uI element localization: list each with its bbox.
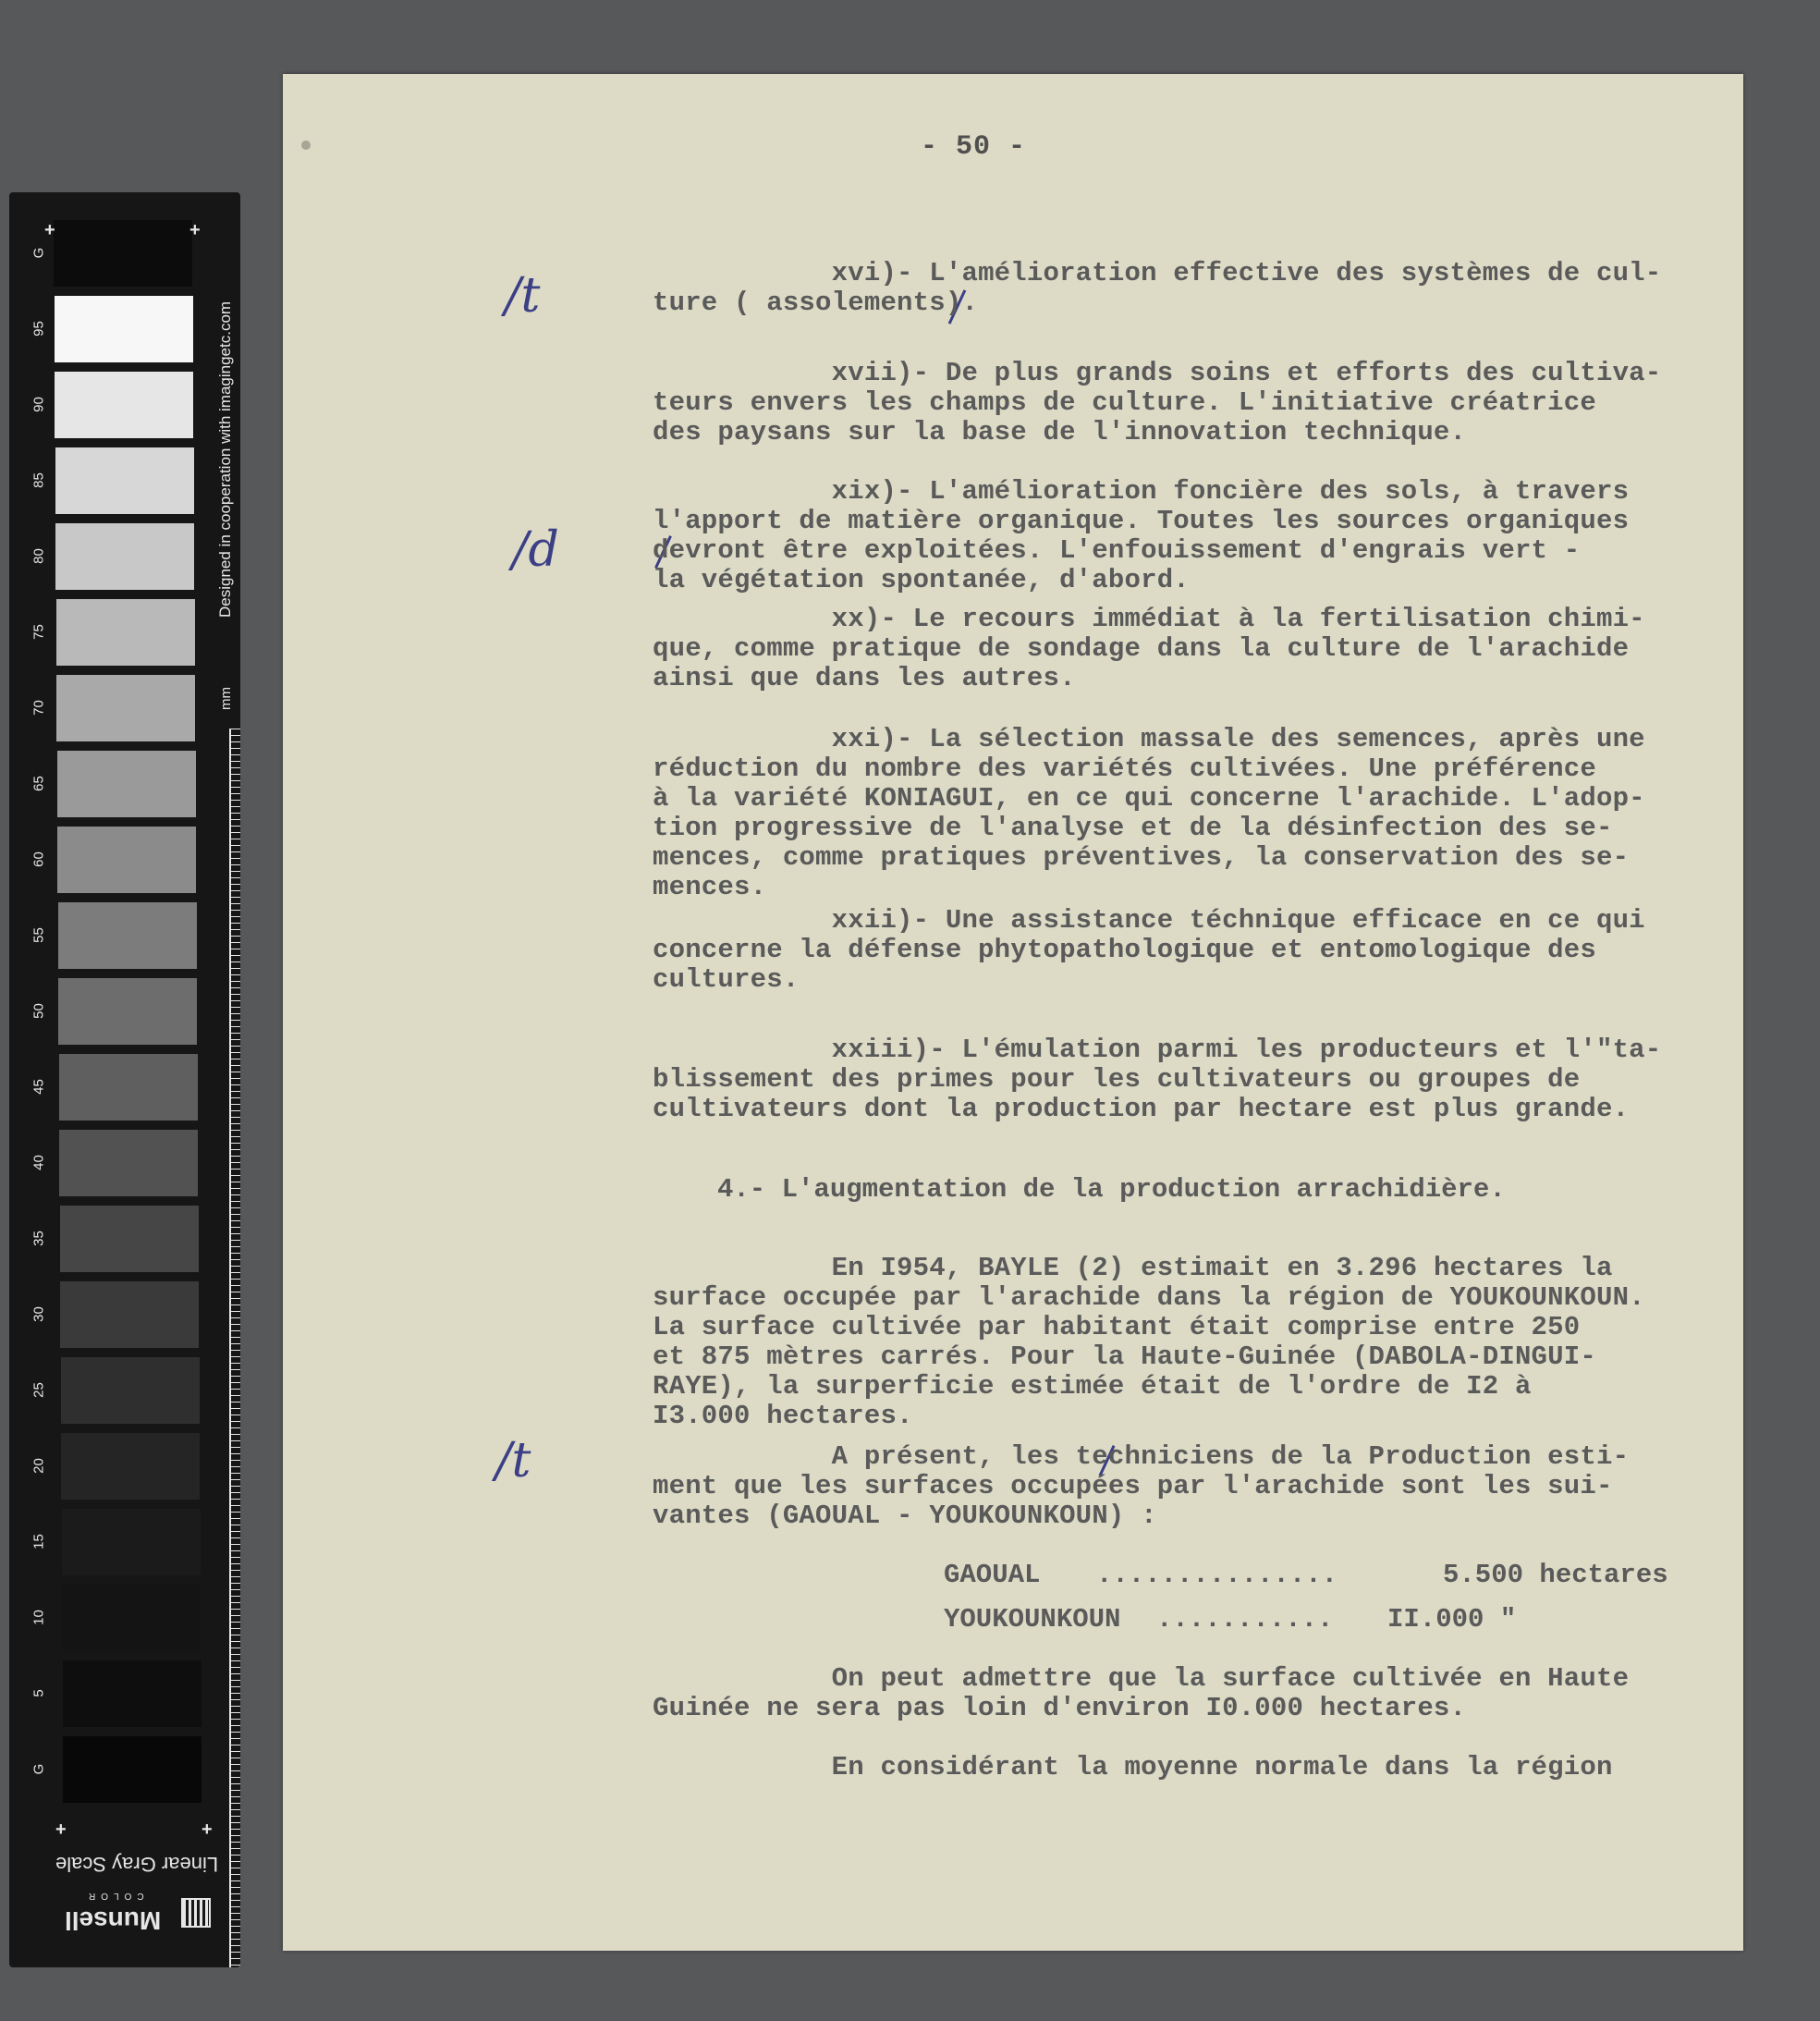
text-line: surface occupée par l'arachide dans la région de YOUKOUNKOUN.: [653, 1282, 1645, 1313]
area-table: [944, 1553, 1702, 1642]
designed-credit: Designed in cooperation with imagingetc.com: [216, 300, 234, 618]
text-line: tion progressive de l'analyse et de la désinfection des se-: [653, 813, 1613, 843]
text-line: On peut admettre que la surface cultivée en Haute: [653, 1663, 1630, 1694]
text-line: En considérant la moyenne normale dans la région: [653, 1752, 1613, 1782]
gray-level-label: G: [31, 1763, 47, 1775]
gray-swatch: [60, 1206, 199, 1272]
mm-label: mm: [218, 687, 234, 710]
text-line: l'apport de matière organique. Toutes les sources organiques: [653, 506, 1630, 536]
gray-level-label: 40: [31, 1155, 47, 1170]
gray-level-label: 30: [31, 1306, 47, 1322]
munsell-logo-icon: [181, 1898, 211, 1928]
text-line: blissement des primes pour les cultivateurs ou groupes de: [653, 1064, 1581, 1095]
gray-level-label: 80: [31, 548, 47, 564]
text-line: En I954, BAYLE (2) estimait en 3.296 hectares la: [653, 1253, 1613, 1283]
text-line: cultivateurs dont la production par hectare est plus grande.: [653, 1094, 1630, 1124]
gray-swatch: [62, 1585, 201, 1651]
paragraph: [653, 477, 1729, 595]
gray-swatch: [56, 599, 195, 666]
text-line: I3.000 hectares.: [653, 1401, 913, 1431]
paragraph: [653, 1254, 1729, 1431]
gray-swatch: [59, 1054, 198, 1121]
text-line: A présent, les techniciens de la Production esti-: [653, 1441, 1630, 1472]
text-line: la végétation spontanée, d'abord.: [653, 565, 1190, 595]
text-line: xxii)- Une assistance téchnique efficace en ce qui: [653, 905, 1645, 936]
plus-mark: +: [189, 220, 201, 240]
leader-dots: ...............: [1096, 1560, 1338, 1590]
gray-swatch: [55, 296, 193, 362]
paragraph: [653, 259, 1729, 318]
table-row: [944, 1598, 1702, 1642]
paragraph: [653, 605, 1729, 693]
gray-swatch: [62, 1509, 201, 1575]
gray-swatch: [57, 751, 196, 817]
paragraph: [653, 1442, 1729, 1531]
gray-swatch: [54, 220, 192, 287]
gray-level-label: 65: [31, 776, 47, 791]
area-value: II.000 ": [1387, 1604, 1517, 1635]
gray-level-label: 90: [31, 397, 47, 412]
gray-level-label: 95: [31, 321, 47, 337]
brand-name: Munsell: [65, 1906, 162, 1935]
gray-level-label: 5: [31, 1689, 47, 1697]
plus-mark: +: [55, 1819, 67, 1840]
paragraph: [653, 359, 1729, 447]
gray-swatch: [63, 1660, 202, 1727]
gray-level-label: G: [31, 247, 47, 259]
gray-scale-card: [9, 192, 240, 1967]
plus-mark: +: [44, 220, 55, 240]
paragraph: [653, 906, 1729, 995]
gray-swatch: [55, 523, 194, 590]
text-line: teurs envers les champs de culture. L'initiative créatrice: [653, 387, 1596, 418]
munsell-brand: [46, 1889, 222, 1944]
page-number: - 50 -: [921, 131, 1027, 163]
text-line: xvi)- L'amélioration effective des systèmes de cul-: [653, 258, 1662, 288]
text-line: des paysans sur la base de l'innovation technique.: [653, 417, 1467, 447]
gray-swatch: [55, 372, 193, 438]
gray-level-label: 25: [31, 1382, 47, 1398]
area-value: 5.500 hectares: [1443, 1560, 1668, 1590]
gray-level-label: 75: [31, 624, 47, 640]
text-line: ment que les surfaces occupées par l'arachide sont les sui-: [653, 1471, 1613, 1501]
section-heading: 4.- L'augmentation de la production arrachidière.: [717, 1174, 1506, 1205]
gray-level-label: 15: [31, 1534, 47, 1549]
gray-level-label: 50: [31, 1003, 47, 1019]
gray-swatch: [60, 1281, 199, 1348]
gray-level-label: 70: [31, 700, 47, 716]
text-line: mences, comme pratiques préventives, la conservation des se-: [653, 842, 1630, 873]
text-line: RAYE), la surperficie estimée était de l'ordre de I2 à: [653, 1371, 1532, 1402]
text-line: vantes (GAOUAL - YOUKOUNKOUN) :: [653, 1500, 1157, 1531]
text-line: xxiii)- L'émulation parmi les producteurs et l'"ta-: [653, 1035, 1662, 1065]
document-page: [283, 74, 1743, 1951]
gray-swatch: [61, 1433, 200, 1500]
place-name: GAOUAL: [944, 1560, 1041, 1590]
text-line: xvii)- De plus grands soins et efforts des cultiva-: [653, 358, 1662, 388]
text-line: que, comme pratique de sondage dans la culture de l'arachide: [653, 633, 1630, 664]
gray-swatch: [59, 1130, 198, 1196]
punch-hole: [301, 141, 311, 150]
text-line: xx)- Le recours immédiat à la fertilisation chimi-: [653, 604, 1645, 634]
text-line: xix)- L'amélioration foncière des sols, à travers: [653, 476, 1630, 507]
gray-swatch: [58, 902, 197, 969]
text-line: Guinée ne sera pas loin d'environ I0.000 hectares.: [653, 1693, 1467, 1723]
brand-sub: COLOR: [83, 1891, 144, 1901]
gray-level-label: 45: [31, 1079, 47, 1095]
gray-swatch: [57, 827, 196, 893]
text-line: devront être exploitées. L'enfouissement d'engrais vert -: [653, 535, 1581, 566]
gray-level-label: 20: [31, 1458, 47, 1474]
leader-dots: ...........: [1156, 1604, 1334, 1635]
gray-swatch: [55, 447, 194, 514]
paragraph: [653, 725, 1729, 902]
plus-mark: +: [202, 1819, 213, 1840]
text-line: ainsi que dans les autres.: [653, 663, 1076, 693]
text-line: La surface cultivée par habitant était comprise entre 250: [653, 1312, 1581, 1342]
text-line: réduction du nombre des variétés cultivées. Une préférence: [653, 753, 1596, 784]
gray-level-label: 60: [31, 851, 47, 867]
paragraph: [653, 1035, 1729, 1124]
paragraph: [653, 1753, 1729, 1782]
text-line: à la variété KONIAGUI, en ce qui concerne l'arachide. L'adop-: [653, 783, 1645, 814]
text-line: mences.: [653, 872, 767, 902]
place-name: YOUKOUNKOUN: [944, 1604, 1121, 1635]
gray-level-label: 85: [31, 472, 47, 488]
gray-level-label: 10: [31, 1610, 47, 1625]
gray-swatch: [56, 675, 195, 741]
text-line: ture ( assolements).: [653, 288, 979, 318]
margin-mark: /t: [495, 1433, 531, 1488]
gray-swatch: [58, 978, 197, 1045]
paragraph: [653, 1664, 1729, 1723]
text-line: cultures.: [653, 964, 800, 995]
gray-swatch: [63, 1736, 202, 1803]
text-line: xxi)- La sélection massale des semences, après une: [653, 724, 1645, 754]
mm-ruler: [231, 729, 240, 1967]
scale-title: Linear Gray Scale: [55, 1853, 219, 1876]
text-line: concerne la défense phytopathologique et entomologique des: [653, 935, 1596, 965]
text-line: et 875 mètres carrés. Pour la Haute-Guinée (DABOLA-DINGUI-: [653, 1341, 1596, 1372]
table-row: [944, 1553, 1702, 1598]
margin-mark: /d: [512, 522, 559, 578]
margin-mark: /t: [505, 268, 541, 324]
gray-level-label: 55: [31, 927, 47, 943]
gray-swatch: [61, 1357, 200, 1424]
gray-level-label: 35: [31, 1231, 47, 1246]
